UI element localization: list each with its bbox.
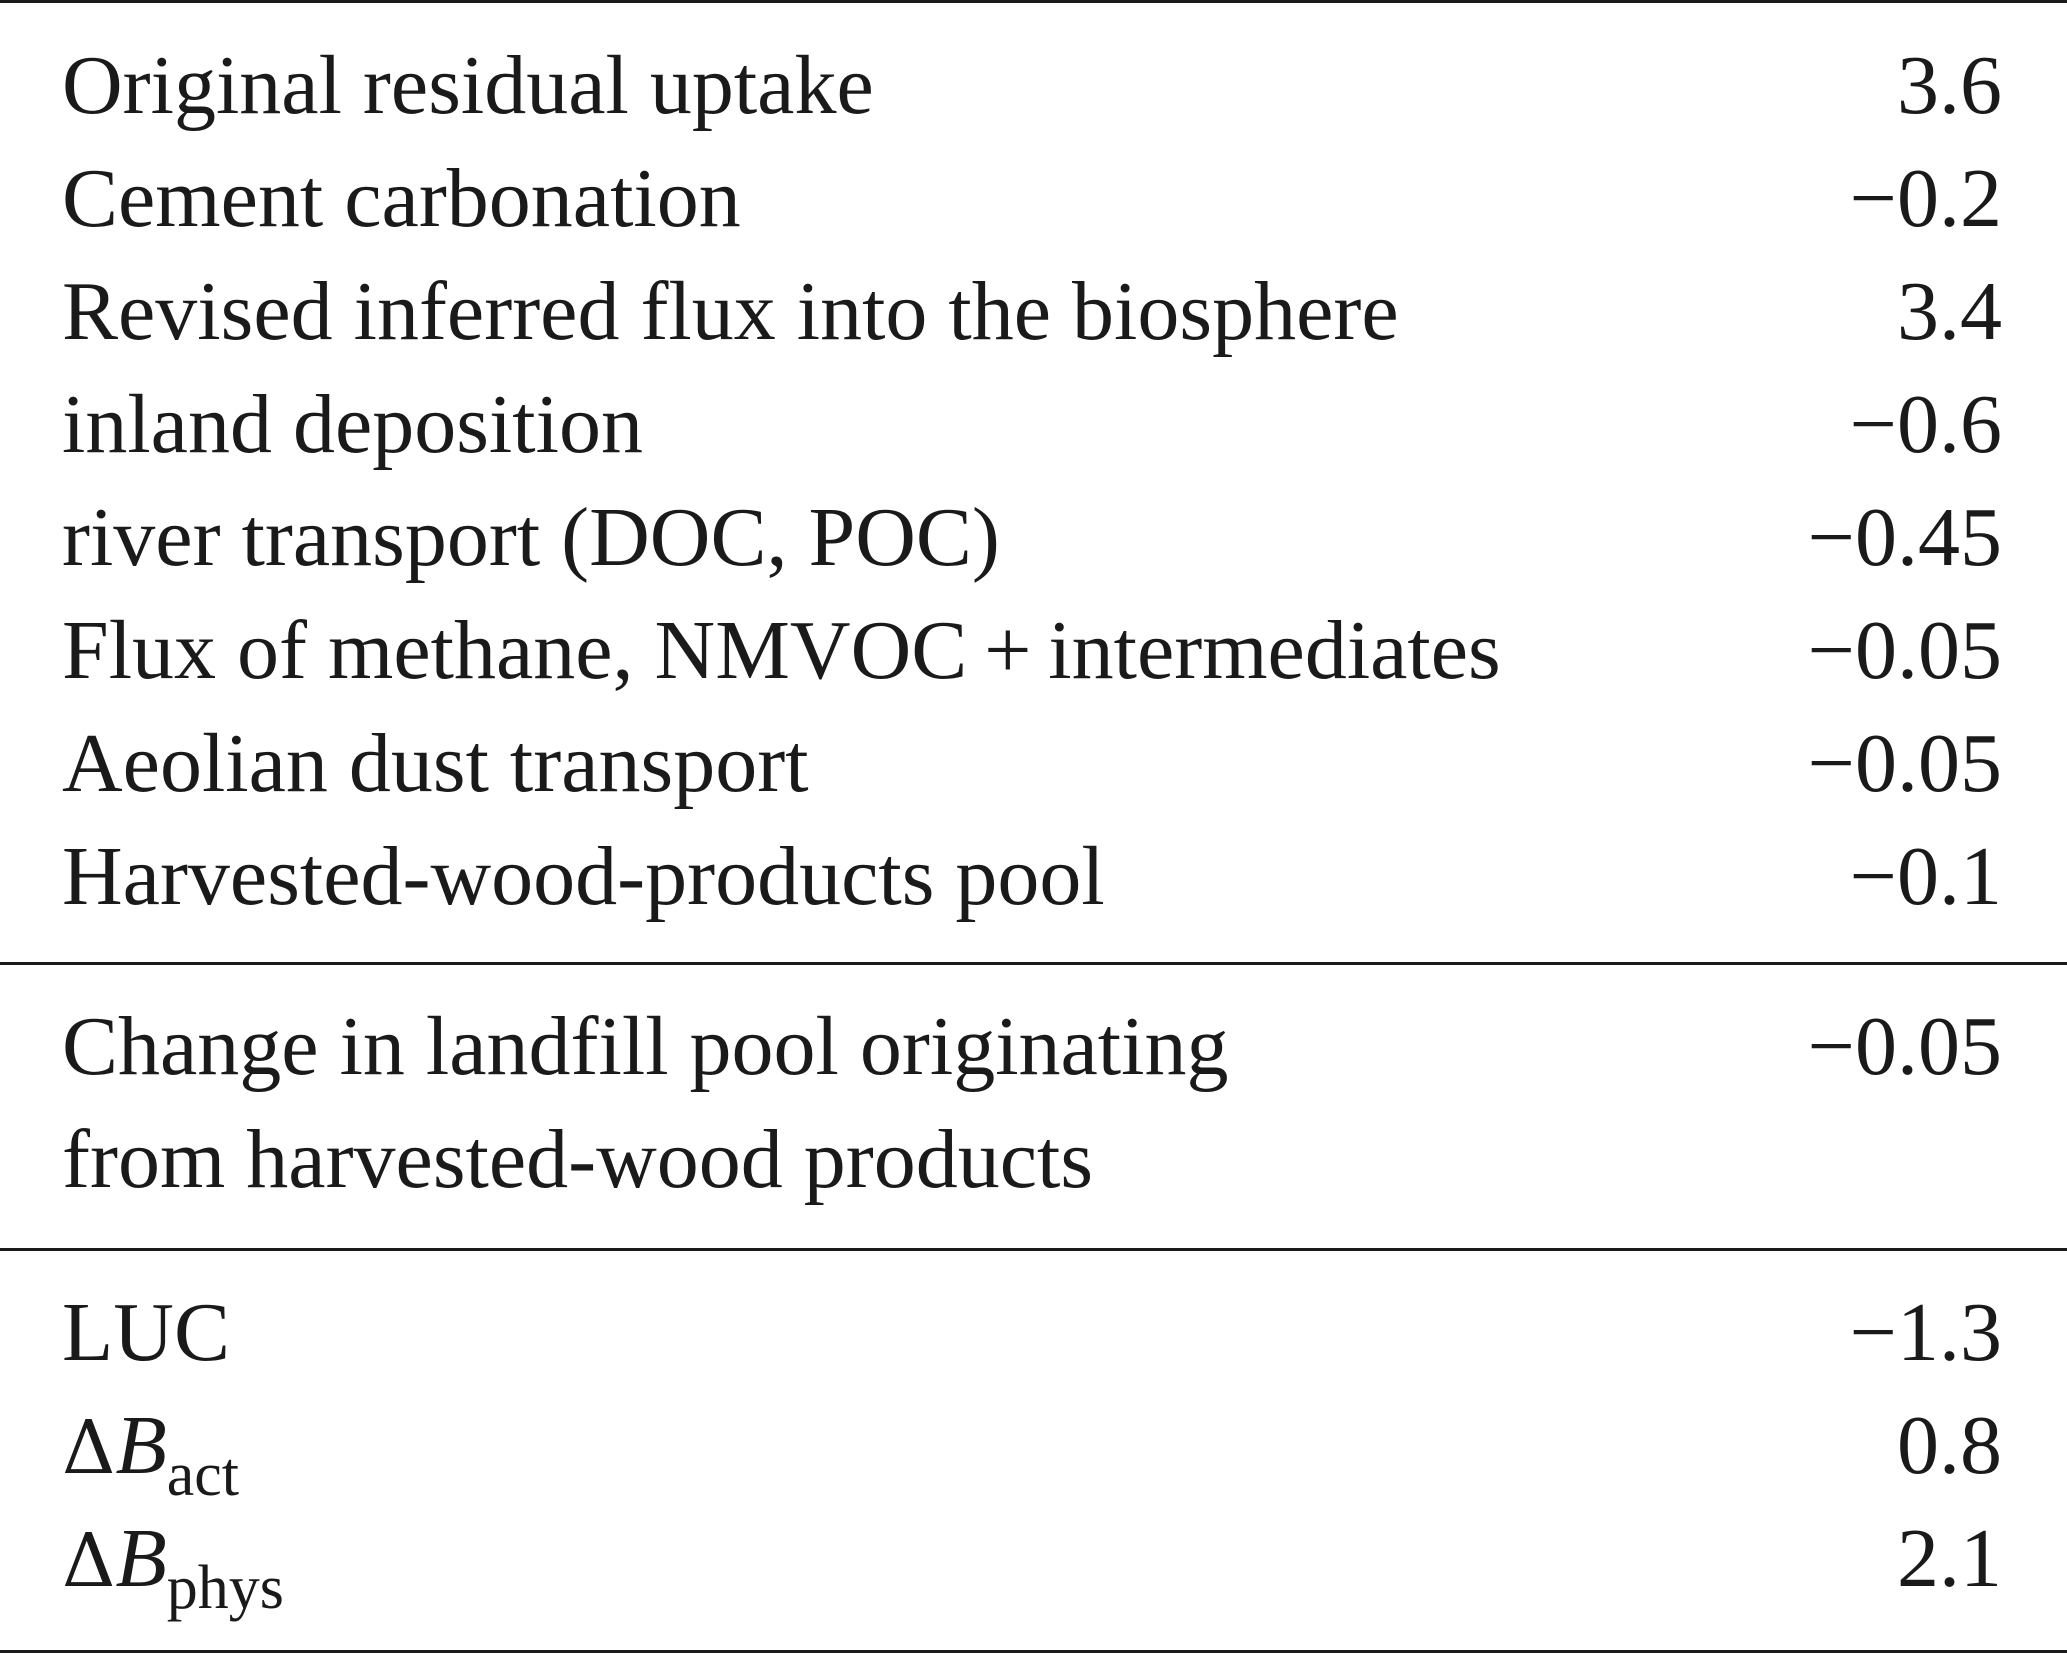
table-row [0,1276,2067,1389]
variable-b: B [115,1512,167,1605]
row-value: −0.05 [1807,717,2002,810]
top-rule [0,0,2067,3]
row-value: −0.05 [1807,604,2002,697]
row-value: −0.05 [1807,1000,2002,1093]
subscript-act: act [166,1441,240,1509]
row-value: −1.3 [1849,1286,2002,1379]
row-label: Change in landfill pool originating [62,1000,1229,1093]
row-value: −0.2 [1849,152,2002,245]
row-label: Revised inferred flux into the biosphere [62,265,1399,358]
row-label: Aeolian dust transport [62,717,809,810]
row-label: Flux of methane, NMVOC + intermediates [62,604,1501,697]
table-row [0,29,2067,142]
bottom-rule [0,1650,2067,1653]
table-row [0,255,2067,368]
row-value: 0.8 [1897,1399,2002,1492]
table-row [0,707,2067,820]
table-row [0,594,2067,707]
table-row [0,820,2067,933]
table-row [0,368,2067,481]
table-row [0,481,2067,594]
row-label: LUC [62,1286,230,1379]
table-row [0,1502,2067,1622]
row-label [62,1502,284,1623]
row-value: −0.45 [1807,491,2002,584]
section-divider [0,962,2067,965]
row-value: 3.6 [1897,39,2002,132]
variable-b: B [115,1399,167,1492]
table-row-continuation [0,1103,2067,1216]
row-label [62,1389,239,1510]
row-label: Harvested-wood-products pool [62,830,1105,923]
subscript-phys: phys [166,1554,284,1622]
row-value: −0.1 [1849,830,2002,923]
row-label: inland deposition [62,378,643,471]
row-label: Original residual uptake [62,39,874,132]
delta-symbol: Δ [62,1518,116,1604]
table-row [0,142,2067,255]
table-row [0,1389,2067,1509]
delta-symbol: Δ [62,1405,116,1491]
row-value: 3.4 [1897,265,2002,358]
row-label: Cement carbonation [62,152,741,245]
row-value: −0.6 [1849,378,2002,471]
row-label-continuation: from harvested-wood products [62,1113,1094,1206]
table-row [0,990,2067,1103]
row-label: river transport (DOC, POC) [62,491,1000,584]
section-divider [0,1248,2067,1251]
row-value: 2.1 [1897,1512,2002,1605]
